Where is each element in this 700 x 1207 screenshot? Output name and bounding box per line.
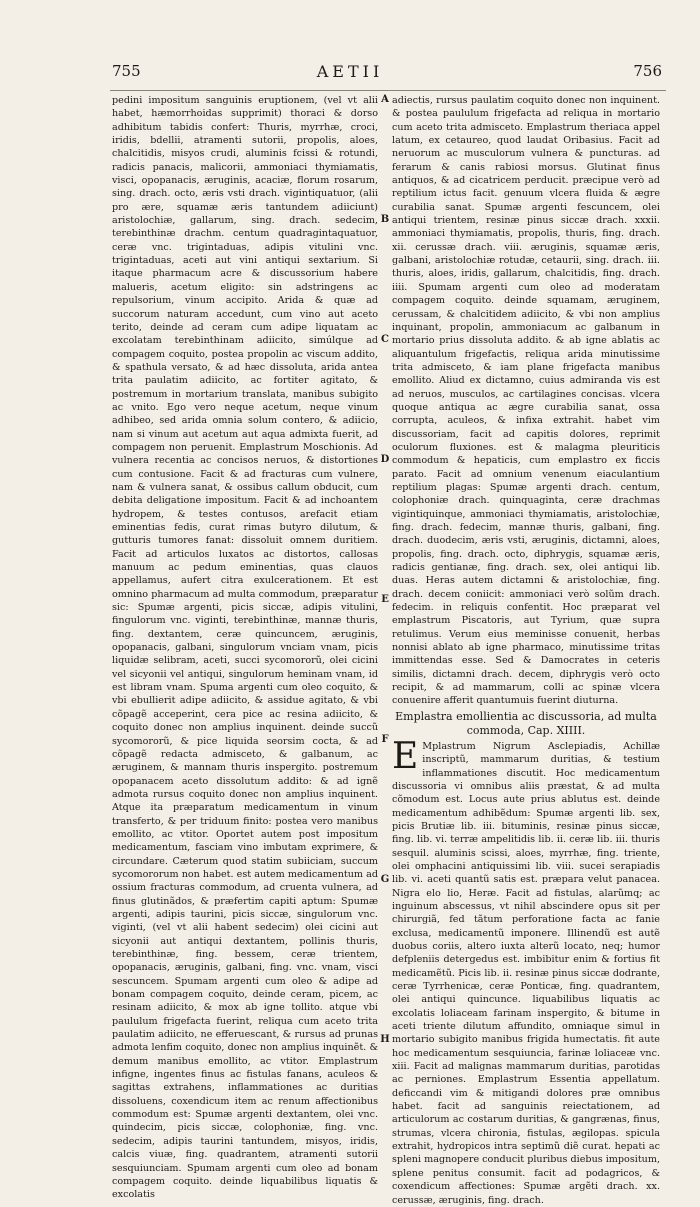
left-column (112, 94, 378, 1201)
margin-marker: B (380, 214, 390, 225)
chapter-title (392, 710, 660, 738)
margin-marker: D (380, 454, 390, 465)
chapter-body: Mplastrum Nigrum Asclepiadis, Achillæ inscriptũ, mammarum duritias, & testium inflammationes discutit. Hoc medicamentum discussoria vi omnibus aliis præstat, & ad multa cõmodum est. Locus aute prius ablutus est. deinde medicamentum adhibẽdum: Spumæ argenti lib. sex, picis Brutiæ lib. iii. bituminis, resinæ pinus siccæ, fing. lib. vi. terræ ampelitidis lib. ii. ceræ lib. iii. thuris sesquil. aluminis scissi, aloes, myrrhæ, fing. triente, olei omphacini antiquissimi lib. viii. sucei serapiadis lib. vi. aceti quantũ satis est. præpara velut panacea. Nigra elo lio, Heræ. Facit ad fistulas, alarũmq; ac inguinum abscessus, vt nihil abscindere opus sit per chirurgiã, fed tãtum perforatione facta ac fanie exclusa, medicamentũ imponere. Illinendũ est autẽ duobus coriis, altero iuxta alterũ locato, neq; humor defpleniis detergedus est. imbibitur enim & fortius fit medicamẽtũ. Picis lib. ii. resinæ pinus siccæ dodrante, ceræ Tyrrhenicæ, ceræ Ponticæ, fing. quadrantem, olei antiqui quincunce. liquabilibus liquatis ac excolatis loliaceam farinam inspergito, & bitume in aceti triente dilutum affundito, omniaque simul in mortario subigito manibus frigida humectatis. fit aute hoc medicamentum sesquiuncia, farinæ loliaceæ vnc. xiii. Facit ad malignas mammarum duritias, parotidas ac perniones. Emplastrum Essentia appellatum. deficcandi vim & mitigandi dolores præ omnibus habet. facit ad sanguinis reiectationem, ad articulorum ac costarum duritias, & gangrænas, finus, strumas, vlcera chironia, fistulas, ægilopas. spicula extrahit, hydropicos intra septimũ diẽ curat. hepati ac spleni magnopere conducit pluribus diebus impositum, splene penitus consumit. facit ad podagricos, & coxendicum affectiones: Spumæ argẽti drach. xx. cerussæ, æruginis, fing. drach. (392, 740, 660, 1206)
margin-marker: F (381, 734, 389, 745)
margin-marker: E (381, 594, 389, 605)
margin-markers (378, 94, 392, 1134)
page-header (0, 62, 700, 92)
right-column-text-before: adiectis, rursus paulatim coquito donec non inquinent. & postea paululum frigefacta ad reliqua in mortario cum aceto trita admisceto. Emplastrum theriaca appel latum, ex cetaureo, quod laudat Oribasius. Facit ad neruorum ac musculorum vulnera & puncturas. ad ferarum & canis rabiosi morsus. Glutinat finus antiquos, & ad cicatricem perducit. præcipue verò ad reptilium ictus facit. genuum vlcera fluida & ægre curabilia sanat. Spumæ argenti fescuncem, olei antiqui trientem, resinæ pinus siccæ drach. xxxii. ammoniaci thymiamatis, propolis, thuris, fing. drach. xii. cerussæ drach. viii. æruginis, squamæ æris, galbani, aristolochiæ rotudæ, cetaurii, sing. drach. iii. thuris, aloes, iridis, gallarum, chalcitidis, fing. drach. iiii. Spumam argenti cum oleo ad moderatam compagem coquito. deinde squamam, æruginem, cerussam, & chalcitidem adiicito, & vbi non amplius inquinant, propolin, ammoniacum ac galbanum in mortario prius dissoluta addito. & ab igne ablatis ac aliquantulum frigefactis, reliqua arida minutissime trita admisceto, & iam plane frigefacta manibus emollito. Aliud ex dictamno, cuius admiranda vis est ad neruos, musculos, ac cartilagines concisas. vlcera quoque antiqua ac ægre curabilia sanat, ossa corrupta, aculeos, & infixa extrahit. habet vim discussoriam, facit ad capitis dolores, reprimit oculorum fluxiones. est & malagma pleuriticis commodum & hepaticis, cum emplastro ex ficcis parato. Facit ad omnium venenum eiaculantium reptilium plagas: Spumæ argenti drach. centum, colophoniæ drach. quinquaginta, ceræ drachmas vigintiquinque, ammoniaci thymiamatis, aristolochiæ, fing. drach. fedecim, mannæ thuris, galbani, fing. drach. duodecim, æris vsti, æruginis, dictamni, aloes, propolis, fing. drach. octo, diphrygis, squamæ æris, radicis gentianæ, fing. drach. sex, olei antiqui lib. duas. Heras autem dictamni & aristolochiæ, fing. drach. decem coniicit: ammoniaci verò solũm drach. fedecim. in reliquis confentit. Hoc præparat vel emplastrum Piscatoris, aut Tyrium, quæ supra retulimus. Verum eius meminisse conuenit, herbas nonnisi ablato ab igne pharmaco, minutissime tritas immittendas esse. Sed & Damocrates in ceteris similis, dictamni drach. decem, diphrygis verò octo recipit, & ad mammarum, colli ac spinæ vlcera conuenire afferit quantumuis fuerint diuturna. (392, 95, 660, 707)
chapter-title-line2: commoda, Cap. XIIII. (466, 723, 586, 737)
header-rule (110, 90, 666, 91)
drop-cap: E (392, 735, 419, 777)
margin-marker: A (381, 94, 389, 105)
folio-right: 756 (633, 62, 662, 80)
margin-marker: H (380, 1034, 390, 1045)
margin-marker: G (380, 874, 390, 885)
folio-left: 755 (112, 62, 141, 80)
left-column-text: pedini impositum sanguinis eruptionem, (vel vt alii habet, hæmorrhoidas supprimit) thoraci & dorso adhibitum tabidis confert: Thuris, myrrhæ, croci, iridis, bdellii, atramenti sutorii, propolis, aloes, chalcitidis, misyos crudi, aluminis fcissi & rotundi, radicis panacis, malicorii, ammoniaci thymiamatis, visci, opopanacis, æruginis, acaciæ, florum rosarum, sing. drach. octo, æris vsti drach. vigintiquatuor, (alii pro ære, squamæ æris tantundem adiiciunt) aristolochiæ, gallarum, sing. drach. sedecim, terebinthinæ drachm. centum quadragintaquatuor, ceræ vnc. trigintaduas, adipis vitulini vnc. trigintaduas, aceti aut vini antiqui sextarium. Si itaque pharmacum acre & discussorium habere malueris, acetum eligito: sin adstringens ac repulsorium, vinum accipito. Arida & quæ ad succorum naturam accedunt, cum vino aut aceto terito, deinde ad ceram cum adipe liquatam ac excolatam terebinthinam adiicito, simúlque ad compagem coquito, postea propolin ac viscum addito, & spathula versato, & ad hæc dissoluta, arida antea trita paulatim adiicito, ac fortiter agitato, & postremum in mortarium translata, manibus subigito ac vnito. Ego vero neque acetum, neque vinum adhibeo, sed arida omnia solum contero, & adiicio, nam si vinum aut acetum aut aqua admixta fuerit, ad compagem non peruenit. Emplastrum Moschionis. Ad vulnera recentia ac concisos neruos, & distortiones cum contusione. Facit & ad fracturas cum vulnere, nam & vulnera sanat, & ossibus callum obducit, cum debita deligatione impositum. Facit & ad inchoantem hydropem, & testes contusos, arefacit etiam eminentias fedis, curat rimas butyro dilutum, & gutturis tumores fanat: dissoluit omnem duritiem. Facit ad articulos luxatos ac distortos, callosas manuum ac pedum eminentias, quas clauos appellamus, aufert citra exulcerationem. Et est omnino pharmacum ad multa commodum, præparatur sic: Spumæ argenti, picis siccæ, adipis vitulini, fingulorum vnc. viginti, terebinthinæ, mannæ thuris, fing. dextantem, ceræ quincuncem, æruginis, opopanacis, galbani, singulorum vnciam vnam, picis liquidæ selibram, aceti, succi sycomororũ, olei cicini vel sicyonii vel antiqui, singulorum heminam vnam, id est libram vnam. Spuma argenti cum oleo coquito, & vbi ebullierit adipe adiicito, & assidue agitato, & vbi cõpagẽ acceperint, cera pice ac resina adiicito, & coquito donec non amplius inquinent. deinde succũ sycomororũ, & pice liquida seorsim cocta, & ad cõpagẽ redacta admisceto, & galbanum, ac æruginem, & mannam thuris inspergito. postremum opopanacem aceto dissolutum addito: & ad ignẽ admota rursus coquito donec non amplius inquinent. Atque ita præparatum medicamentum in vinum transferto, & per triduum finito: postea vero manibus emollito, ac vtitor. Oportet autem post impositum medicamentum, fasciam vino imbutam exprimere, & circundare. Cæterum quod statim subiiciam, succum sycomororum non habet. est autem medicamentum ad ossium fracturas commodum, ad cruenta vulnera, ad finus glutinãdos, & præfertim capiti aptum: Spumæ argenti, adipis taurini, picis siccæ, singulorum vnc. viginti, (vel vt alii habent sedecim) olei cicini aut sicyonii aut antiqui dextantem, pollinis thuris, terebinthinæ, fing. bessem, ceræ trientem, opopanacis, æruginis, galbani, fing. vnc. vnam, visci sescuncem. Spumam argenti cum oleo & adipe ad bonam compagem coquito, deinde ceram, picem, ac resinam adiicito, & mox ab igne tollito. atque vbi paululum frigefacta fuerint, reliqua cum aceto trita paulatim adiicito, ne efferuescant, & rursus ad prunas admota lenfim coquito, donec non amplius inquinẽt. & demum manibus emollito, ac vtitor. Emplastrum infigne, ingentes finus ac fistulas fanans, aculeos & sagittas extrahens, inflammationes ac duritias dissoluens, coxendicum item ac renum affectionibus commodum est: Spumæ argenti dextantem, olei vnc. quindecim, picis siccæ, colophoniæ, fing. vnc. sedecim, adipis taurini tantundem, misyos, iridis, calcis viuæ, fing. quadrantem, atramenti sutorii sesquiunciam. Spumam argenti cum oleo ad bonam compagem coquito. deinde liquabilibus liquatis & excolatis (112, 95, 378, 1201)
margin-marker: C (381, 334, 389, 345)
right-column-text-after (392, 735, 660, 1207)
running-title: AETII (316, 62, 384, 81)
chapter-title-line1: Emplastra emollientia ac discussoria, ad multa (395, 709, 657, 723)
right-column (392, 94, 660, 1206)
